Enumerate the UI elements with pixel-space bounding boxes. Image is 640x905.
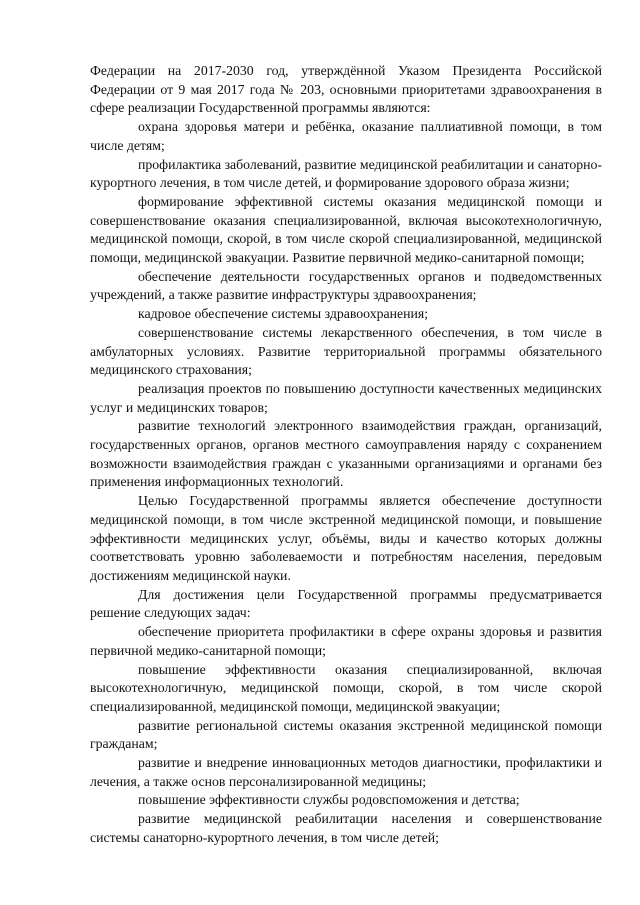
document-page (90, 62, 602, 848)
paragraph-priority: развитие технологий электронного взаимодействия граждан, организаций, государственных органов, органов местного самоуправления наряду с сохранением возможности взаимодействия граждан с указанными организациями и органами без применения информационных технологий. (90, 418, 602, 490)
paragraph-priority: совершенствование системы лекарственного обеспечения, в том числе в амбулаторных условиях. Развитие территориальной программы обязательного медицинского страхования; (90, 324, 602, 378)
paragraph-priority: формирование эффективной системы оказания медицинской помощи и совершенствование оказания специализированной, включая высокотехнологичную, медицинской помощи, скорой, в том числе скорой специализированной, медицинской помощи, медицинской эвакуации. Развитие первичной медико-санитарной помощи; (90, 193, 602, 266)
paragraph-task: повышение эффективности оказания специализированной, включая высокотехнологичную, медицинской помощи, скорой, в том числе скорой специализированной, медицинской помощи, медицинской эвакуации; (90, 661, 602, 714)
paragraph-priority: охрана здоровья матери и ребёнка, оказание паллиативной помощи, в том числе детям; (90, 119, 602, 153)
paragraph-intro: Федерации на 2017-2030 год, утверждённой Указом Президента Российской Федерации от 9 мая 2017 года № 203, основными приоритетами здравоохранения в сфере реализации Государственной программы являются: (90, 63, 602, 116)
paragraph-task: развитие медицинской реабилитации населения и совершенствование системы санаторно-курортного лечения, в том числе детей; (90, 811, 602, 845)
paragraph-tasks-intro: Для достижения цели Государственной программы предусматривается решение следующих задач: (90, 586, 602, 621)
paragraph-goal: Целью Государственной программы является обеспечение доступности медицинской помощи, в том числе экстренной медицинской помощи, и повышение эффективности медицинских услуг, объёмы, виды и качество которых должны соответствовать уровню заболеваемости и потребностям населения, передовым достижениям медицинской науки. (90, 493, 602, 583)
paragraph-task: обеспечение приоритета профилактики в сфере охраны здоровья и развития первичной медико-санитарной помощи; (90, 624, 602, 658)
paragraph-task: развитие и внедрение инновационных методов диагностики, профилактики и лечения, а также основ персонализированной медицины; (90, 755, 602, 789)
paragraph-priority: профилактика заболеваний, развитие медицинской реабилитации и санаторно-курортного лечения, в том числе детей, и формирование здорового образа жизни; (90, 156, 602, 191)
paragraph-task: развитие региональной системы оказания экстренной медицинской помощи гражданам; (90, 717, 602, 752)
paragraph-priority: кадровое обеспечение системы здравоохранения; (138, 306, 429, 322)
paragraph-task: повышение эффективности службы родовспоможения и детства; (138, 792, 520, 808)
paragraph-priority: реализация проектов по повышению доступности качественных медицинских услуг и медицинских товаров; (90, 380, 602, 415)
paragraph-priority: обеспечение деятельности государственных органов и подведомственных учреждений, а также развитие инфраструктуры здравоохранения; (90, 268, 602, 303)
